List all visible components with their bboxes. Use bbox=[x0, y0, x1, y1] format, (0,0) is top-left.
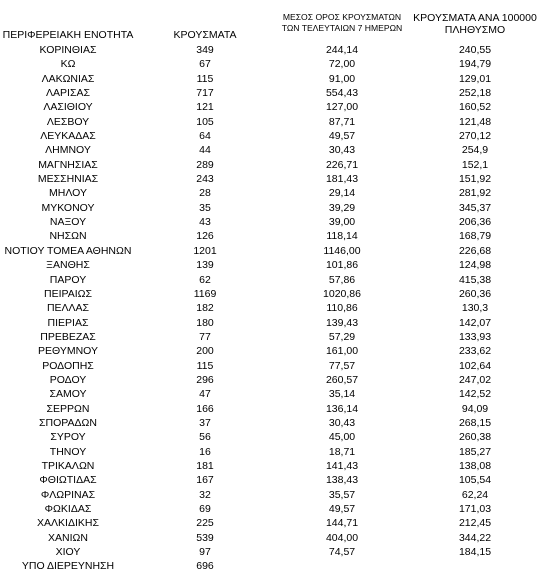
cell-cases: 349 bbox=[196, 44, 214, 56]
cell-per: 121,48 bbox=[458, 115, 492, 128]
cell-per: 212,45 bbox=[458, 517, 492, 530]
cell-region: ΝΟΤΙΟΥ ΤΟΜΕΑ ΑΘΗΝΩΝ bbox=[4, 244, 132, 257]
table-row bbox=[0, 229, 543, 243]
cell-per: 415,38 bbox=[458, 273, 492, 286]
cell-region: ΛΑΣΙΘΙΟΥ bbox=[43, 101, 93, 114]
cell-avg: 101,86 bbox=[325, 259, 359, 272]
cell-avg: 161,00 bbox=[325, 345, 359, 358]
cell-cases: 296 bbox=[196, 373, 214, 386]
cell-region: ΛΕΥΚΑΔΑΣ bbox=[40, 130, 96, 143]
header-per-line1: ΚΡΟΥΣΜΑΤΑ ΑΝΑ 100000 bbox=[413, 12, 537, 24]
table-row bbox=[0, 531, 543, 545]
table-row bbox=[0, 387, 543, 401]
cell-avg: 118,14 bbox=[326, 230, 358, 243]
cell-cases: 35 bbox=[199, 201, 211, 214]
cell-region: ΧΑΝΙΩΝ bbox=[48, 531, 88, 544]
cell-per: 233,62 bbox=[458, 345, 492, 358]
cell-avg: 139,43 bbox=[325, 316, 359, 329]
cell-per: 184,15 bbox=[458, 546, 492, 559]
cell-region: ΦΩΚΙΔΑΣ bbox=[44, 503, 92, 515]
cell-per: 124,98 bbox=[458, 259, 492, 272]
cell-avg: 181,43 bbox=[325, 173, 359, 186]
cell-cases: 243 bbox=[196, 173, 214, 186]
table-row bbox=[0, 201, 543, 215]
cell-region: ΣΕΡΡΩΝ bbox=[46, 402, 90, 415]
cell-per: 268,15 bbox=[458, 416, 492, 429]
cell-avg: 136,14 bbox=[325, 402, 359, 415]
table-row bbox=[0, 330, 543, 344]
cell-region: ΛΑΚΩΝΙΑΣ bbox=[41, 72, 95, 85]
table-row bbox=[0, 559, 543, 573]
cell-cases: 717 bbox=[196, 87, 214, 100]
cell-per: 254,9 bbox=[461, 144, 489, 157]
cell-region: ΚΩ bbox=[60, 58, 76, 71]
table-row bbox=[0, 143, 543, 157]
cell-cases: 200 bbox=[196, 345, 214, 358]
cell-cases: 77 bbox=[199, 330, 211, 343]
cell-cases: 180 bbox=[196, 316, 214, 329]
table-row bbox=[0, 186, 543, 200]
cell-avg: 141,43 bbox=[325, 459, 359, 472]
cell-avg: 144,71 bbox=[325, 517, 359, 530]
cell-region: ΜΥΚΟΝΟΥ bbox=[41, 201, 95, 214]
cell-per: 345,37 bbox=[458, 201, 492, 214]
table-row bbox=[0, 545, 543, 559]
table-row bbox=[0, 459, 543, 473]
cell-cases: 28 bbox=[199, 187, 211, 200]
cell-per: 252,18 bbox=[458, 87, 492, 100]
header-seven-day-average bbox=[272, 12, 412, 34]
cell-cases: 16 bbox=[199, 445, 211, 458]
cell-avg: 77,57 bbox=[328, 359, 356, 372]
cell-cases: 126 bbox=[196, 230, 214, 243]
table-row bbox=[0, 301, 543, 315]
table-row bbox=[0, 516, 543, 530]
table-row bbox=[0, 373, 543, 387]
table-row bbox=[0, 258, 543, 272]
cell-cases: 32 bbox=[199, 488, 211, 501]
cell-avg: 18,71 bbox=[328, 445, 356, 458]
cell-avg: 49,57 bbox=[328, 503, 356, 515]
cell-cases: 121 bbox=[196, 101, 214, 114]
cell-avg: 45,00 bbox=[328, 431, 356, 444]
table-row bbox=[0, 445, 543, 459]
cell-cases: 115 bbox=[196, 72, 214, 85]
cell-per: 168,79 bbox=[458, 230, 492, 243]
header-avg-line1: ΜΕΣΟΣ ΟΡΟΣ ΚΡΟΥΣΜΑΤΩΝ bbox=[282, 12, 402, 22]
cell-region: ΤΡΙΚΑΛΩΝ bbox=[41, 459, 95, 472]
cell-per: 260,38 bbox=[458, 431, 492, 444]
cell-avg: 1146,00 bbox=[323, 244, 361, 257]
cell-per: 138,08 bbox=[458, 459, 492, 472]
cell-region: ΠΡΕΒΕΖΑΣ bbox=[40, 330, 96, 343]
cell-avg: 57,29 bbox=[328, 330, 356, 343]
table-row bbox=[0, 416, 543, 430]
table-row bbox=[0, 86, 543, 100]
cell-cases: 166 bbox=[196, 402, 214, 415]
cell-region: ΠΙΕΡΙΑΣ bbox=[47, 316, 89, 329]
cell-cases: 289 bbox=[196, 158, 214, 171]
cell-per: 62,24 bbox=[461, 488, 489, 501]
cell-avg: 72,00 bbox=[328, 58, 356, 71]
cell-region: ΛΑΡΙΣΑΣ bbox=[46, 87, 90, 100]
cell-per: 129,01 bbox=[458, 72, 492, 85]
header-cases-per-100000 bbox=[410, 12, 540, 36]
table-row bbox=[0, 402, 543, 416]
header-avg-line2: ΤΩΝ ΤΕΛΕΥΤΑΙΩΝ 7 ΗΜΕΡΩΝ bbox=[281, 23, 403, 33]
cell-cases: 62 bbox=[199, 273, 211, 286]
cell-cases: 181 bbox=[196, 459, 214, 472]
cell-per: 102,64 bbox=[458, 359, 492, 372]
cell-cases: 139 bbox=[196, 259, 214, 272]
cell-cases: 69 bbox=[199, 503, 211, 515]
cell-avg: 127,00 bbox=[325, 101, 359, 114]
cell-cases: 115 bbox=[196, 359, 214, 372]
cell-avg: 91,00 bbox=[328, 72, 356, 85]
cell-cases: 1201 bbox=[193, 244, 217, 257]
cell-avg: 226,71 bbox=[325, 158, 359, 171]
cell-cases: 56 bbox=[199, 431, 211, 444]
cell-region: ΜΗΛΟΥ bbox=[49, 187, 87, 200]
cell-region: ΠΑΡΟΥ bbox=[49, 273, 87, 286]
header-region: ΠΕΡΙΦΕΡΕΙΑΚΗ ΕΝΟΤΗΤΑ bbox=[2, 29, 134, 41]
table-row bbox=[0, 287, 543, 301]
cell-per: 260,36 bbox=[458, 287, 492, 300]
cell-avg: 244,14 bbox=[325, 44, 359, 56]
cell-cases: 105 bbox=[196, 115, 214, 128]
cell-region: ΜΑΓΝΗΣΙΑΣ bbox=[38, 158, 98, 171]
cell-cases: 43 bbox=[199, 216, 211, 229]
cell-cases: 44 bbox=[199, 144, 211, 157]
table-row bbox=[0, 359, 543, 373]
table-row bbox=[0, 502, 543, 516]
cell-per: 206,36 bbox=[458, 216, 492, 229]
cell-region: ΥΠΟ ΔΙΕΡΕΥΝΗΣΗ bbox=[21, 560, 115, 573]
cell-region: ΧΑΛΚΙΔΙΚΗΣ bbox=[37, 517, 99, 530]
cell-avg: 87,71 bbox=[328, 115, 356, 128]
cell-region: ΠΕΛΛΑΣ bbox=[46, 302, 90, 315]
table-row bbox=[0, 172, 543, 186]
cell-avg: 29,14 bbox=[328, 187, 356, 200]
cell-avg: 554,43 bbox=[325, 87, 359, 100]
cell-per: 344,22 bbox=[458, 531, 492, 544]
cell-cases: 67 bbox=[199, 58, 211, 71]
table-row bbox=[0, 43, 543, 57]
table-row bbox=[0, 57, 543, 71]
cell-cases: 167 bbox=[196, 474, 214, 487]
cell-avg: 39,29 bbox=[328, 201, 356, 214]
cell-per: 142,07 bbox=[458, 316, 492, 329]
table-row bbox=[0, 430, 543, 444]
cell-per: 240,55 bbox=[458, 44, 492, 56]
cell-region: ΦΛΩΡΙΝΑΣ bbox=[40, 488, 96, 501]
cell-per: 185,27 bbox=[458, 445, 492, 458]
header-per-line2: ΠΛΗΘΥΣΜΟ bbox=[444, 24, 506, 36]
table-row bbox=[0, 473, 543, 487]
table-row bbox=[0, 129, 543, 143]
cell-region: ΡΟΔΟΥ bbox=[49, 373, 87, 386]
table-row bbox=[0, 115, 543, 129]
cell-per: 130,3 bbox=[461, 302, 489, 315]
table-row bbox=[0, 215, 543, 229]
cell-region: ΠΕΙΡΑΙΩΣ bbox=[44, 287, 92, 300]
cell-per: 281,92 bbox=[458, 187, 492, 200]
cell-cases: 225 bbox=[196, 517, 214, 530]
table-row bbox=[0, 344, 543, 358]
cell-cases: 182 bbox=[196, 302, 214, 315]
table-row bbox=[0, 273, 543, 287]
cell-avg: 74,57 bbox=[328, 546, 356, 559]
header-cases: ΚΡΟΥΣΜΑΤΑ bbox=[173, 29, 237, 41]
cell-region: ΞΑΝΘΗΣ bbox=[46, 259, 90, 272]
cell-per: 105,54 bbox=[458, 474, 492, 487]
cell-region: ΧΙΟΥ bbox=[55, 546, 81, 559]
cell-region: ΛΗΜΝΟΥ bbox=[45, 144, 91, 157]
cell-region: ΜΕΣΣΗΝΙΑΣ bbox=[37, 173, 99, 186]
cell-avg: 30,43 bbox=[328, 144, 356, 157]
cell-region: ΤΗΝΟΥ bbox=[49, 445, 87, 458]
cell-avg: 35,14 bbox=[328, 388, 356, 401]
cell-avg: 35,57 bbox=[328, 488, 356, 501]
table-row bbox=[0, 72, 543, 86]
cell-cases: 47 bbox=[199, 388, 211, 401]
cell-per: 94,09 bbox=[461, 402, 489, 415]
table-row bbox=[0, 158, 543, 172]
cell-per: 133,93 bbox=[458, 330, 492, 343]
cell-avg: 57,86 bbox=[328, 273, 356, 286]
cell-region: ΣΠΟΡΑΔΩΝ bbox=[39, 416, 97, 429]
cell-region: ΦΘΙΩΤΙΔΑΣ bbox=[39, 474, 97, 487]
cell-per: 160,52 bbox=[458, 101, 492, 114]
cell-per: 270,12 bbox=[458, 130, 492, 143]
cell-per: 226,68 bbox=[458, 244, 492, 257]
cell-cases: 1169 bbox=[193, 287, 217, 300]
cell-avg: 404,00 bbox=[325, 531, 359, 544]
cell-region: ΡΕΘΥΜΝΟΥ bbox=[37, 345, 98, 358]
cell-cases: 64 bbox=[199, 130, 211, 143]
cell-region: ΚΟΡΙΝΘΙΑΣ bbox=[39, 44, 97, 56]
cell-region: ΣΑΜΟΥ bbox=[49, 388, 87, 401]
cell-region: ΛΕΣΒΟΥ bbox=[46, 115, 90, 128]
cell-cases: 696 bbox=[196, 560, 214, 573]
table-row bbox=[0, 244, 543, 258]
cell-per: 152,1 bbox=[461, 158, 489, 171]
cell-cases: 97 bbox=[199, 546, 211, 559]
cell-per: 171,03 bbox=[458, 503, 492, 515]
cell-per: 194,79 bbox=[458, 58, 492, 71]
table-row bbox=[0, 100, 543, 114]
cell-region: ΝΑΞΟΥ bbox=[49, 216, 87, 229]
cell-avg: 49,57 bbox=[328, 130, 356, 143]
cell-region: ΝΗΣΩΝ bbox=[49, 230, 87, 243]
cell-per: 142,52 bbox=[458, 388, 492, 401]
table-row bbox=[0, 488, 543, 502]
cell-region: ΡΟΔΟΠΗΣ bbox=[42, 359, 94, 372]
cell-avg: 110,86 bbox=[326, 302, 358, 315]
cell-avg: 260,57 bbox=[325, 373, 359, 386]
cell-cases: 539 bbox=[196, 531, 214, 544]
cell-avg: 30,43 bbox=[328, 416, 356, 429]
cell-cases: 37 bbox=[199, 416, 211, 429]
cell-avg: 138,43 bbox=[325, 474, 359, 487]
table-row bbox=[0, 316, 543, 330]
cell-region: ΣΥΡΟΥ bbox=[50, 431, 86, 444]
table-body bbox=[0, 43, 543, 574]
cell-per: 151,92 bbox=[458, 173, 492, 186]
cell-avg: 39,00 bbox=[328, 216, 356, 229]
cell-avg: 1020,86 bbox=[323, 287, 361, 300]
cell-per: 247,02 bbox=[458, 373, 492, 386]
